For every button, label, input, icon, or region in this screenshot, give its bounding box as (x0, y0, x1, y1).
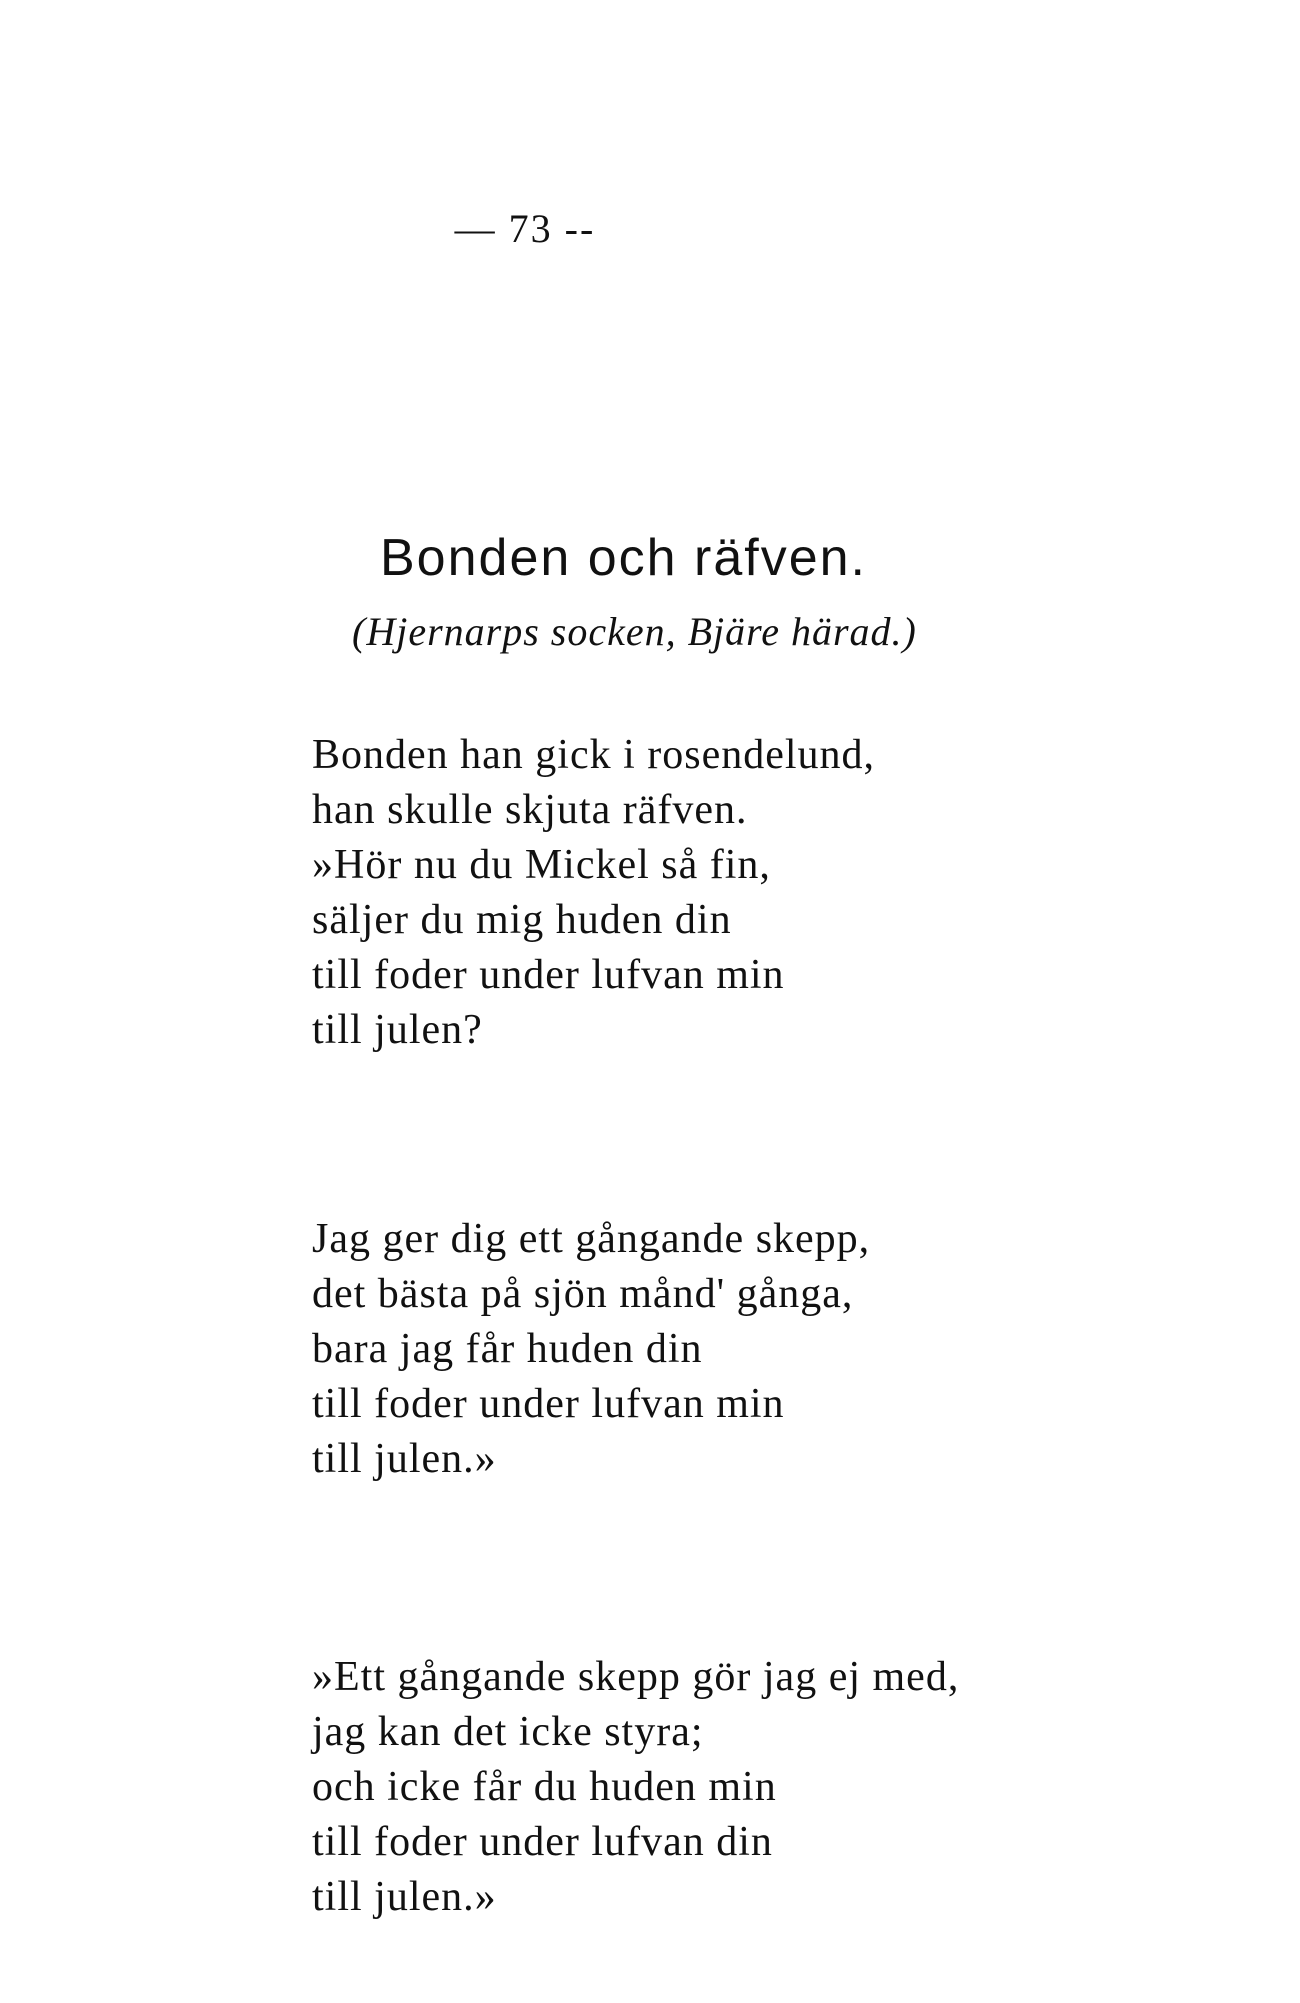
verse-line: till foder under lufvan min (312, 952, 785, 998)
verse-line: till foder under lufvan din (312, 1819, 773, 1865)
stanza (312, 1650, 959, 1925)
verse-line: »Hör nu du Mickel så fin, (312, 842, 771, 888)
verse-line: och icke får du huden min (312, 1764, 777, 1810)
verse-line: till julen.» (312, 1874, 497, 1920)
page-number: — 73 -- (454, 206, 596, 251)
verse-line: Bonden han gick i rosendelund, (312, 732, 876, 778)
poem-subtitle: (Hjernarps socken, Bjäre härad.) (352, 609, 917, 654)
verse-line: säljer du mig huden din (312, 897, 732, 943)
verse-line: till julen.» (312, 1436, 497, 1482)
poem-title: Bonden och räfven. (380, 529, 867, 587)
verse-line: »Ett gångande skepp gör jag ej med, (312, 1654, 960, 1700)
verse-line: Jag ger dig ett gångande skepp, (312, 1216, 871, 1262)
verse-line: det bästa på sjön månd' gånga, (312, 1271, 854, 1317)
verse-line: bara jag får huden din (312, 1326, 703, 1372)
stanza (312, 1212, 870, 1487)
verse-line: till foder under lufvan min (312, 1381, 785, 1427)
verse-line: han skulle skjuta räfven. (312, 787, 748, 833)
stanza (312, 728, 875, 1058)
verse-line: till julen? (312, 1007, 483, 1053)
verse-line: jag kan det icke styra; (312, 1709, 704, 1755)
